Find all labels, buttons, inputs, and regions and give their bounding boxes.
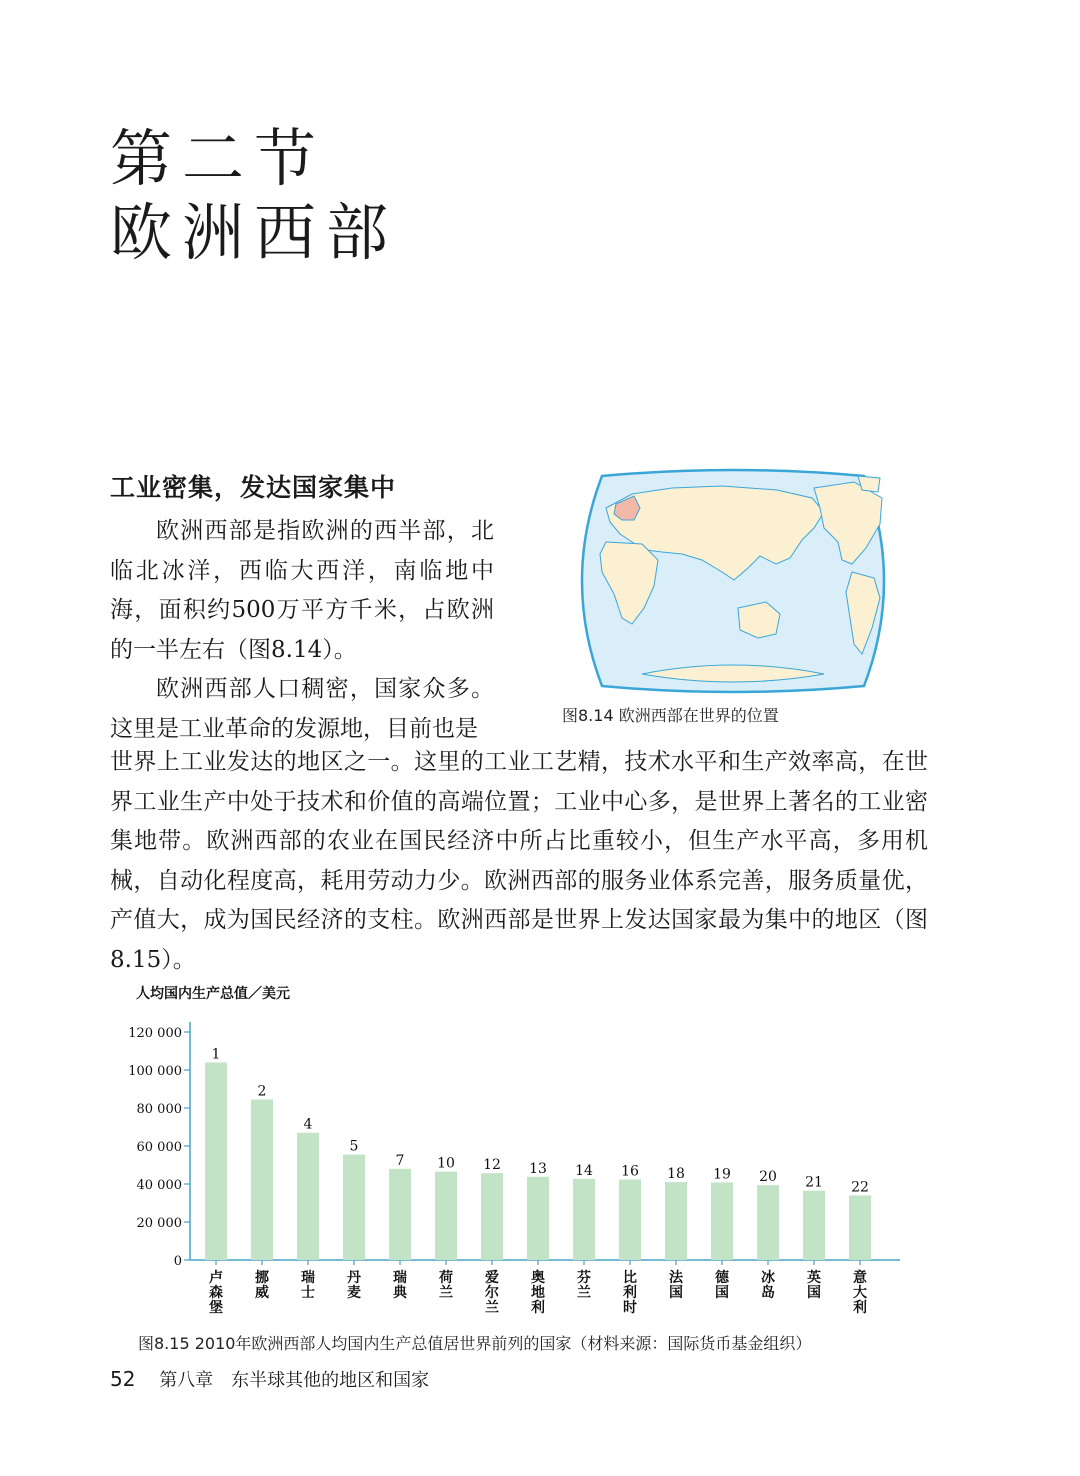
chart-rank-label: 2	[257, 1083, 267, 1100]
chart-bar	[665, 1182, 687, 1260]
chart-category-label: 冰岛	[761, 1270, 775, 1301]
chart-bar	[573, 1179, 595, 1260]
chart-rank-label: 12	[483, 1157, 501, 1174]
chart-y-tick-label: 20 000	[136, 1216, 182, 1231]
chart-bar	[251, 1099, 273, 1260]
chart-bar	[205, 1062, 227, 1260]
chart-bar	[619, 1179, 641, 1260]
footer-chapter-text: 第八章 东半球其他的地区和国家	[159, 1370, 430, 1391]
map-caption: 图8.14 欧洲西部在世界的位置	[562, 706, 779, 725]
chart-rank-label: 13	[529, 1160, 547, 1177]
chart-bar	[343, 1155, 365, 1260]
chart-rank-label: 19	[713, 1166, 731, 1183]
section-heading: 工业密集，发达国家集中	[110, 473, 397, 502]
chart-category-label: 丹麦	[347, 1270, 361, 1301]
chart-y-tick-label: 120 000	[130, 1026, 182, 1041]
world-map	[562, 468, 904, 694]
gdp-chart	[130, 982, 920, 1327]
chart-category-label: 瑞士	[301, 1270, 315, 1301]
chart-rank-label: 7	[395, 1152, 405, 1169]
chart-bar	[435, 1172, 457, 1260]
gdp-bar-chart	[130, 982, 920, 1327]
chart-y-tick-label: 80 000	[136, 1102, 182, 1117]
chart-rank-label: 10	[437, 1155, 455, 1172]
chart-caption: 图8.15 2010年欧洲西部人均国内生产总值居世界前列的国家（材料来源：国际货币基金组织）	[138, 1334, 812, 1353]
chart-rank-label: 16	[621, 1163, 639, 1180]
chart-rank-label: 20	[759, 1169, 777, 1186]
chart-category-label: 法国	[669, 1270, 683, 1301]
chart-bar	[389, 1169, 411, 1260]
chart-bar	[757, 1185, 779, 1260]
chart-category-label: 芬兰	[577, 1270, 591, 1301]
chart-rank-label: 22	[851, 1179, 869, 1196]
chapter-title-line2: 欧洲西部	[110, 196, 399, 269]
chart-rank-label: 4	[303, 1116, 313, 1133]
chart-category-label: 奥地利	[531, 1270, 545, 1316]
chart-y-tick-label: 60 000	[136, 1140, 182, 1155]
chart-rank-label: 18	[667, 1166, 685, 1183]
chart-y-tick-label: 100 000	[130, 1064, 182, 1079]
chart-bar	[849, 1195, 871, 1260]
page-footer	[110, 1366, 429, 1392]
chart-category-label: 卢森堡	[209, 1270, 223, 1316]
chart-category-label: 挪威	[255, 1270, 269, 1301]
chapter-title-line1: 第二节	[110, 122, 327, 195]
paragraph-industry-start: 欧洲西部人口稠密，国家众多。这里是工业革命的发源地，目前也是	[110, 676, 494, 742]
chart-category-label: 意大利	[853, 1270, 867, 1316]
chart-rank-label: 21	[805, 1174, 823, 1191]
chart-bar	[711, 1182, 733, 1260]
chart-bar	[481, 1173, 503, 1260]
page-number: 52	[110, 1367, 136, 1391]
chart-category-label: 荷兰	[439, 1270, 453, 1301]
paragraph-intro: 欧洲西部是指欧洲的西半部，北临北冰洋，西临大西洋，南临地中海，面积约500万平方千米，占欧洲的一半左右（图8.14）。	[110, 518, 494, 663]
chart-category-label: 瑞典	[393, 1270, 407, 1301]
chart-rank-label: 5	[349, 1138, 359, 1155]
chart-category-label: 英国	[807, 1270, 821, 1301]
chart-y-axis-label: 人均国内生产总值／美元	[136, 986, 290, 1002]
chart-rank-label: 1	[211, 1046, 221, 1063]
chart-category-label: 爱尔兰	[485, 1270, 499, 1316]
world-map-figure	[562, 468, 904, 694]
chart-y-tick-label: 40 000	[136, 1178, 182, 1193]
chart-bar	[527, 1177, 549, 1260]
chart-bar	[803, 1191, 825, 1260]
chart-rank-label: 14	[575, 1162, 593, 1179]
chart-y-tick-label: 0	[173, 1254, 182, 1269]
chart-category-label: 比利时	[623, 1270, 637, 1316]
chapter-title	[110, 122, 398, 270]
chart-bar	[297, 1133, 319, 1260]
paragraph-industry-continued: 世界上工业发达的地区之一。这里的工业工艺精，技术水平和生产效率高，在世界工业生产中处于技术和价值的高端位置；工业中心多，是世界上著名的工业密集地带。欧洲西部的农业在国民经济中所占比重较小，但生产水平高，多用机械，自动化程度高，耗用劳动力少。欧洲西部的服务业体系完善，服务质量优，产值大，成为国民经济的支柱。欧洲西部是世界上发达国家最为集中的地区（图8.15）。	[110, 749, 928, 973]
chart-category-label: 德国	[715, 1270, 729, 1301]
